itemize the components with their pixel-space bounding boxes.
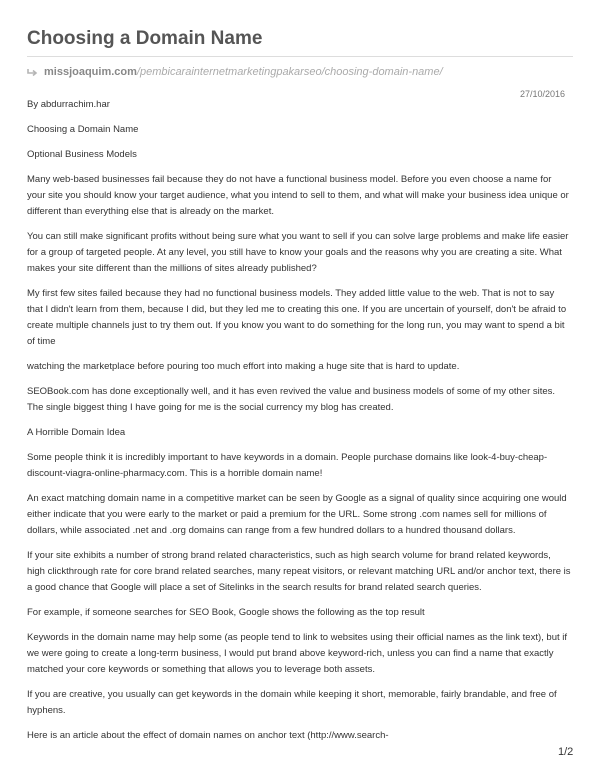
page-title: Choosing a Domain Name <box>27 28 263 49</box>
byline: By abdurrachim.har <box>27 99 110 110</box>
paragraph: SEOBook.com has done exceptionally well, and it has even revived the value and business models of some of my other sites. The single biggest thing I have going for me is the social currency my blog has created. <box>27 386 556 413</box>
section-heading: A Horrible Domain Idea <box>27 427 126 438</box>
paragraph: watching the marketplace before pouring too much effort into making a huge site that is hard to update. <box>27 361 460 372</box>
paragraph: If your site exhibits a number of strong brand related characteristics, such as high search volume for brand related keywords, high clickthrough rate for core brand related searches, many repeat visitors, or relevant matching URL and/or anchor text, there is a good chance that Google will place a set of Sitelinks in the search results for brand related search queries. <box>27 550 571 593</box>
title-divider <box>27 56 573 57</box>
paragraph: My first few sites failed because they had no functional business models. They added little value to the web. That is not to say that I didn't learn from them, because I did, but they led me to creating this one. If you are uncertain of yourself, don't be afraid to create multiple channels just to try them out. If you know you want to do something for the long run, you may want to spend a bit of time <box>27 288 567 347</box>
paragraph: You can still make significant profits without being sure what you want to sell if you can solve large problems and make life easier for a group of targeted people. At any level, you still have to know your goals and the reasons why you are creating a site. What makes your site different than the millions of sites already published? <box>27 231 569 274</box>
paragraph: An exact matching domain name in a competitive market can be seen by Google as a signal of quality since acquiring one would either indicate that you were early to the market or paid a premium for the URL. Some strong .com names sell for millions of dollars, while associated .net and .org domains can range from a few hundred dollars to a hundred thousand dollars. <box>27 493 567 536</box>
paragraph: For example, if someone searches for SEO Book, Google shows the following as the top result <box>27 607 425 618</box>
paragraph: Many web-based businesses fail because they do not have a functional business model. Before you even choose a name for your site you should know your target audience, what you intend to sell to them, and what will make your business idea unique or different than everything else that is already on the market. <box>27 174 569 217</box>
paragraph: Keywords in the domain name may help some (as people tend to link to websites using their official names as the link text), but if we were going to create a long-term business, I would put brand above keyword-rich, unless you can find a name that exactly matched your core keywords or something that allows you to leverage both assets. <box>27 632 568 675</box>
paragraph: If you are creative, you usually can get keywords in the domain while keeping it short, memorable, fairly brandable, and free of hyphens. <box>27 689 557 716</box>
paragraph: Some people think it is incredibly important to have keywords in a domain. People purchase domains like look-4-buy-cheap-discount-viagra-online-pharmacy.com. This is a horrible domain name! <box>27 452 548 479</box>
publish-date: 27/10/2016 <box>520 89 566 99</box>
article-heading: Choosing a Domain Name <box>27 124 139 135</box>
article-body <box>27 97 571 753</box>
source-path[interactable]: /pembicarainternetmarketingpakarseo/choosing-domain-name/ <box>136 66 443 78</box>
source-link[interactable] <box>27 66 443 78</box>
page-number: 1/2 <box>558 746 574 758</box>
link-arrow-icon <box>27 67 39 77</box>
paragraph: Here is an article about the effect of domain names on anchor text (http://www.search- <box>27 730 389 741</box>
source-site[interactable]: missjoaquim.com <box>44 66 137 78</box>
section-heading: Optional Business Models <box>27 149 137 160</box>
